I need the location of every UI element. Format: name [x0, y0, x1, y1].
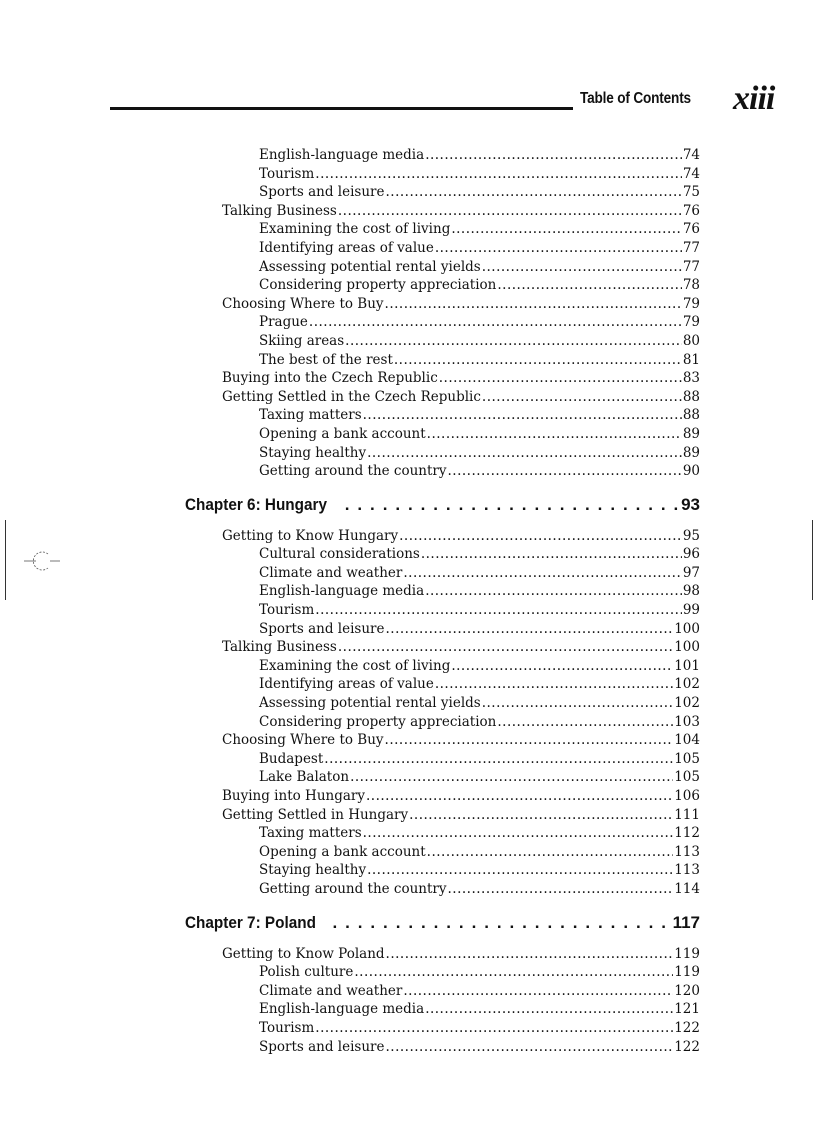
dot-leader	[403, 564, 681, 583]
toc-entry-label: Tourism	[259, 602, 315, 619]
table-of-contents	[0, 146, 816, 1056]
toc-entry-page: 113	[674, 862, 700, 879]
toc-entry-page: 75	[682, 184, 700, 201]
toc-entry[interactable]	[259, 564, 700, 583]
toc-entry-page: 90	[682, 463, 700, 480]
dot-leader	[497, 713, 673, 732]
toc-entry-page: 120	[674, 982, 700, 999]
dot-leader	[385, 620, 673, 639]
dot-leader	[425, 146, 682, 165]
dot-leader	[385, 1038, 673, 1057]
toc-entry[interactable]	[222, 945, 700, 964]
toc-entry[interactable]	[222, 295, 700, 314]
dot-leader	[425, 582, 682, 601]
toc-entry-page: 79	[682, 314, 700, 331]
toc-entry[interactable]	[222, 369, 700, 388]
toc-entry[interactable]	[259, 657, 700, 676]
toc-entry-label: Staying healthy	[259, 862, 367, 879]
dot-leader	[354, 963, 673, 982]
dot-leader	[435, 675, 673, 694]
dot-leader	[409, 806, 673, 825]
chapter-page: 117	[672, 912, 700, 932]
dot-leader	[338, 638, 673, 657]
toc-entry-page: 106	[674, 788, 700, 804]
toc-entry[interactable]	[222, 527, 700, 546]
dot-leader	[482, 388, 682, 407]
toc-entry[interactable]	[259, 750, 700, 769]
toc-entry[interactable]	[259, 146, 700, 165]
toc-entry-label: Getting Settled in Hungary	[222, 806, 409, 823]
toc-entry-page: 102	[674, 676, 700, 693]
toc-entry-label: Talking Business	[222, 639, 337, 656]
toc-entry[interactable]	[259, 880, 700, 899]
toc-entry-page: 76	[682, 221, 700, 238]
dot-leader	[324, 750, 673, 769]
toc-entry-page: 105	[674, 750, 700, 767]
toc-entry-label: Climate and weather	[259, 982, 403, 999]
dot-leader	[451, 220, 681, 239]
toc-entry-label: Sports and leisure	[259, 184, 385, 201]
toc-entry-page: 105	[674, 769, 700, 786]
toc-entry-page: 88	[682, 388, 700, 405]
toc-entry-label: Opening a bank account	[259, 843, 426, 860]
toc-entry[interactable]	[259, 713, 700, 732]
dot-leader	[345, 332, 682, 351]
chapter-heading[interactable]	[185, 911, 700, 935]
toc-entry[interactable]	[259, 694, 700, 713]
toc-entry-page: 78	[682, 277, 700, 294]
toc-entry-page: 121	[674, 1001, 700, 1018]
toc-entry-label: Assessing potential rental yields	[259, 695, 481, 712]
toc-entry[interactable]	[259, 675, 700, 694]
dot-leader	[385, 731, 674, 750]
toc-entry-page: 96	[682, 546, 700, 563]
toc-entry[interactable]	[259, 982, 700, 1001]
toc-entry-page: 77	[682, 258, 700, 275]
dot-leader	[315, 601, 682, 620]
toc-entry[interactable]	[259, 545, 700, 564]
toc-entry[interactable]	[259, 861, 700, 880]
chapter-heading[interactable]	[185, 493, 700, 517]
toc-entry[interactable]	[259, 843, 700, 862]
dot-leader	[482, 258, 682, 277]
toc-entry[interactable]	[259, 276, 700, 295]
toc-entry[interactable]	[259, 220, 700, 239]
header-rule	[110, 107, 573, 110]
dot-leader	[350, 768, 673, 787]
toc-entry-label: Getting Settled in the Czech Republic	[222, 388, 481, 405]
dot-leader	[399, 527, 682, 546]
toc-entry-label: Getting to Know Poland	[222, 945, 385, 962]
toc-entry[interactable]	[222, 638, 700, 657]
dot-leader	[315, 1019, 673, 1038]
dot-leader	[309, 313, 682, 332]
toc-entry[interactable]	[259, 582, 700, 601]
toc-entry-label: Opening a bank account	[259, 425, 426, 442]
toc-entry-label: Taxing matters	[259, 407, 362, 424]
toc-entry-page: 97	[682, 564, 700, 581]
toc-entry-label: Taxing matters	[259, 825, 362, 842]
toc-entry[interactable]	[259, 313, 700, 332]
toc-entry-page: 119	[674, 945, 700, 962]
toc-entry[interactable]	[259, 963, 700, 982]
toc-entry[interactable]	[259, 258, 700, 277]
toc-entry-page: 89	[682, 425, 700, 442]
dot-leader	[448, 462, 682, 481]
toc-entry-page: 80	[682, 332, 700, 349]
chapter-7-entries	[0, 945, 816, 1057]
toc-entry-label: Identifying areas of value	[259, 239, 434, 256]
toc-entry-page: 100	[674, 639, 700, 656]
toc-entry[interactable]	[259, 462, 700, 481]
toc-entry-page: 111	[674, 806, 700, 823]
running-header-title: Table of Contents	[580, 90, 691, 107]
toc-entry[interactable]	[259, 1038, 700, 1057]
toc-entry[interactable]	[259, 1019, 700, 1038]
toc-entry-label: The best of the rest	[259, 351, 393, 368]
toc-entry-label: Tourism	[259, 1019, 315, 1036]
dot-leader	[427, 843, 674, 862]
toc-entry-label: Getting to Know Hungary	[222, 527, 399, 544]
chapter-title: Chapter 6: Hungary	[185, 494, 327, 514]
toc-entry-label: English-language media	[259, 147, 425, 163]
toc-entry-label: Considering property appreciation	[259, 713, 497, 730]
dot-leader	[427, 425, 682, 444]
toc-entry[interactable]	[259, 406, 700, 425]
toc-entry-label: Polish culture	[259, 964, 354, 981]
dot-leader	[363, 406, 682, 425]
toc-entry-page: 113	[674, 843, 700, 860]
dot-leader	[448, 880, 674, 899]
toc-entry-label: Examining the cost of living	[259, 657, 451, 674]
toc-entry[interactable]	[222, 806, 700, 825]
toc-entry-label: Tourism	[259, 165, 315, 182]
dot-leader	[386, 945, 674, 964]
toc-entry-label: Assessing potential rental yields	[259, 258, 481, 275]
dot-leader	[394, 351, 682, 370]
chapter-title: Chapter 7: Poland	[185, 912, 316, 932]
toc-entry-label: Buying into the Czech Republic	[222, 370, 438, 387]
toc-entry-page: 88	[682, 407, 700, 424]
toc-entry-page: 77	[682, 239, 700, 256]
dot-leader	[497, 276, 681, 295]
dot-leader	[367, 861, 673, 880]
dot-leader	[363, 824, 674, 843]
dot-leader	[451, 657, 673, 676]
chapter-page: 93	[681, 494, 700, 514]
toc-entry-page: 103	[674, 713, 700, 730]
toc-entry-label: Talking Business	[222, 202, 337, 219]
dot-leader	[366, 787, 673, 806]
dot-leader	[403, 982, 673, 1001]
toc-entry[interactable]	[259, 165, 700, 184]
toc-entry-page: 89	[682, 444, 700, 461]
toc-entry-label: Cultural considerations	[259, 546, 420, 563]
toc-entry[interactable]	[259, 444, 700, 463]
toc-entry[interactable]	[259, 332, 700, 351]
toc-entry-page: 122	[674, 1038, 700, 1055]
page-number-folio: xiii	[733, 80, 775, 117]
toc-entry-label: Prague	[259, 314, 308, 331]
toc-entry-label: Choosing Where to Buy	[222, 732, 384, 749]
toc-entry-label: Buying into Hungary	[222, 788, 365, 804]
toc-entry-page: 74	[682, 165, 700, 182]
toc-entry-page: 112	[674, 825, 700, 842]
toc-entry[interactable]	[259, 601, 700, 620]
toc-entry-page: 95	[682, 527, 700, 544]
toc-entry-label: Identifying areas of value	[259, 676, 434, 693]
toc-entry[interactable]	[259, 1000, 700, 1019]
dot-leader	[332, 911, 670, 935]
toc-entry-label: Sports and leisure	[259, 620, 385, 637]
toc-entry-page: 104	[674, 732, 700, 749]
toc-entry[interactable]	[259, 824, 700, 843]
toc-entry-label: Getting around the country	[259, 463, 447, 480]
chapter-5-tail-entries	[0, 146, 816, 481]
dot-leader	[345, 493, 679, 517]
toc-entry-page: 79	[682, 295, 700, 312]
toc-entry[interactable]	[259, 620, 700, 639]
dot-leader	[435, 239, 682, 258]
toc-entry-label: Considering property appreciation	[259, 277, 497, 294]
toc-entry-label: Sports and leisure	[259, 1038, 385, 1055]
toc-entry-page: 83	[682, 370, 700, 387]
dot-leader	[482, 694, 674, 713]
toc-entry[interactable]	[259, 183, 700, 202]
dot-leader	[385, 295, 682, 314]
toc-entry-page: 101	[674, 657, 700, 674]
toc-entry[interactable]	[259, 239, 700, 258]
toc-entry-label: English-language media	[259, 1001, 425, 1018]
toc-entry[interactable]	[259, 768, 700, 787]
toc-entry-page: 122	[674, 1019, 700, 1036]
dot-leader	[421, 545, 682, 564]
toc-entry-page: 114	[674, 880, 700, 897]
toc-entry-page: 98	[682, 583, 700, 600]
toc-entry-page: 102	[674, 695, 700, 712]
toc-entry-label: Examining the cost of living	[259, 221, 451, 238]
dot-leader	[425, 1000, 673, 1019]
toc-entry-page: 99	[682, 602, 700, 619]
dot-leader	[315, 165, 682, 184]
toc-entry-label: Staying healthy	[259, 444, 367, 461]
dot-leader	[439, 369, 682, 388]
toc-entry-page: 76	[682, 202, 700, 219]
toc-entry[interactable]	[222, 731, 700, 750]
toc-entry-label: Choosing Where to Buy	[222, 295, 384, 312]
toc-entry[interactable]	[222, 388, 700, 407]
toc-entry[interactable]	[259, 351, 700, 370]
toc-entry-label: Climate and weather	[259, 564, 403, 581]
toc-entry-label: Lake Balaton	[259, 769, 350, 786]
toc-entry-label: Getting around the country	[259, 880, 447, 897]
toc-entry[interactable]	[222, 787, 700, 806]
dot-leader	[338, 202, 682, 221]
toc-entry[interactable]	[259, 425, 700, 444]
toc-entry-page: 100	[674, 620, 700, 637]
toc-entry-page: 74	[682, 147, 700, 163]
toc-entry-label: Skiing areas	[259, 332, 345, 349]
toc-entry-label: English-language media	[259, 583, 425, 600]
dot-leader	[385, 183, 681, 202]
dot-leader	[367, 444, 682, 463]
toc-entry-page: 81	[682, 351, 700, 368]
toc-entry-label: Budapest	[259, 750, 324, 767]
toc-entry[interactable]	[222, 202, 700, 221]
toc-entry-page: 119	[674, 964, 700, 981]
chapter-6-entries	[0, 527, 816, 899]
